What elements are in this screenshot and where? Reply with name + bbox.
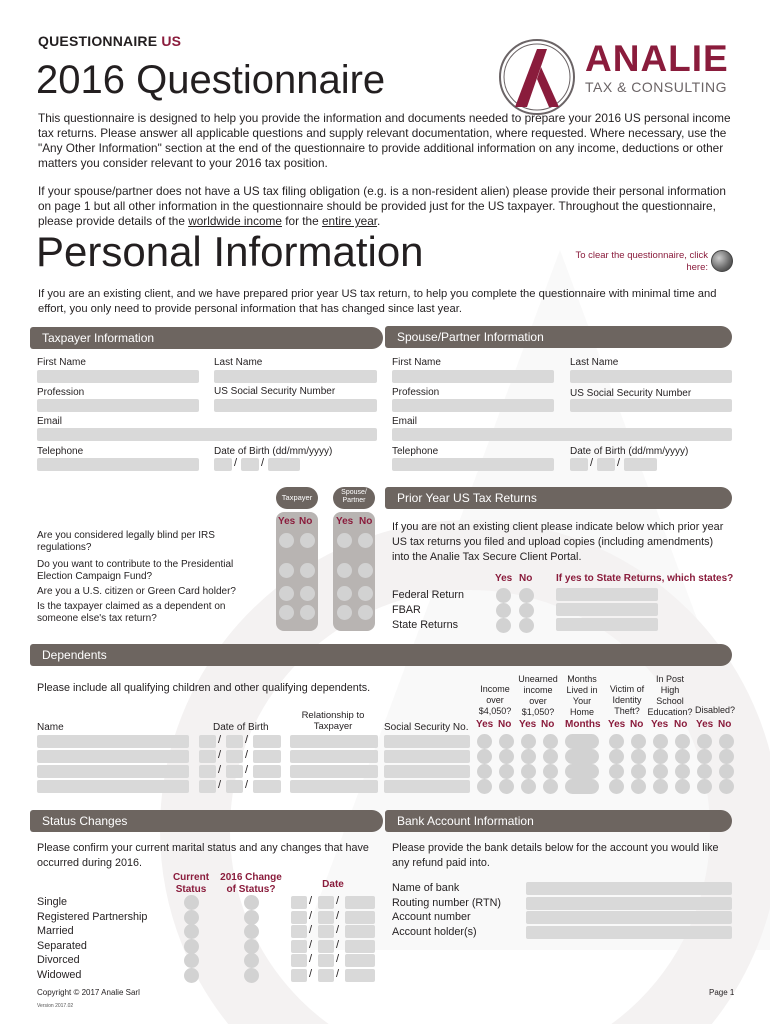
status-3-date-year[interactable] [345, 925, 375, 938]
q4-taxpayer-yes-radio[interactable] [279, 605, 294, 620]
dependent-1-radio-10[interactable] [719, 734, 734, 749]
prior-fbar-yes-radio[interactable] [496, 603, 511, 618]
dependent-3-months-input[interactable] [565, 764, 599, 779]
status-3-date-month[interactable] [318, 925, 334, 938]
spouse-profession-input[interactable] [392, 399, 554, 412]
question-election-fund: Do you want to contribute to the Presidential Election Campaign Fund? [37, 559, 234, 582]
dependents-bar: Dependents [30, 644, 732, 666]
date-slash: / [336, 968, 340, 980]
clear-button[interactable] [711, 250, 733, 272]
taxpayer-telephone-input[interactable] [37, 458, 199, 471]
prior-state-input-3[interactable] [556, 618, 658, 631]
spouse-telephone-input[interactable] [392, 458, 554, 471]
dependent-4-radio-6[interactable] [631, 779, 646, 794]
date-slash: / [309, 953, 313, 966]
prior-year-bar: Prior Year US Tax Returns [385, 487, 732, 509]
dependent-3-radio-9[interactable] [697, 764, 712, 779]
taxpayer-info-bar: Taxpayer Information [30, 327, 383, 349]
status-1-date-day[interactable] [291, 896, 307, 909]
q3-taxpayer-yes-radio[interactable] [279, 586, 294, 601]
intro-underline-year: entire year [321, 214, 378, 228]
q2-taxpayer-no-radio[interactable] [300, 563, 315, 578]
dependent-3-radio-6[interactable] [631, 764, 646, 779]
bank-row-input-3[interactable] [526, 911, 732, 924]
dependent-3-radio-3[interactable] [521, 764, 536, 779]
taxpayer-dob-month[interactable] [241, 458, 259, 471]
dependent-2-radio-8[interactable] [675, 749, 690, 764]
dependent-4-relationship-input[interactable] [290, 780, 378, 793]
status-5-current-radio[interactable] [184, 953, 199, 968]
dependent-4-radio-2[interactable] [499, 779, 514, 794]
dependent-4-radio-3[interactable] [521, 779, 536, 794]
eyebrow-us: US [161, 33, 182, 49]
spouse-telephone-label: Telephone [392, 446, 439, 457]
status-4-date-day[interactable] [291, 940, 307, 953]
dependent-1-name-input[interactable] [37, 735, 189, 748]
spouse-dob-month[interactable] [597, 458, 615, 471]
status-3-current-radio[interactable] [184, 924, 199, 939]
dependent-4-months-input[interactable] [565, 779, 599, 794]
dependent-2-radio-7[interactable] [653, 749, 668, 764]
date-slash: / [336, 938, 340, 951]
status-1-date-year[interactable] [345, 896, 375, 909]
taxpayer-email-input[interactable] [37, 428, 377, 441]
status-date-header: Date [322, 879, 344, 890]
spouse-first-name-input[interactable] [392, 370, 554, 383]
q1-spouse-no-radio[interactable] [358, 533, 373, 548]
page-title: 2016 Questionnaire [36, 58, 386, 102]
spouse-last-name-input[interactable] [570, 370, 732, 383]
intro-paragraph-2 [38, 184, 738, 229]
status-row-widowed: Widowed [37, 969, 82, 981]
status-4-date-year[interactable] [345, 940, 375, 953]
taxpayer-dob-day[interactable] [214, 458, 232, 471]
dependent-4-dob-day[interactable] [199, 780, 216, 793]
status-2-date-year[interactable] [345, 911, 375, 924]
footer-page: Page 1 [709, 988, 735, 997]
taxpayer-yes-label: Yes [278, 516, 296, 527]
date-slash: / [336, 924, 340, 937]
date-slash: / [245, 764, 249, 776]
status-description: Please confirm your current marital status and any changes that have occurred during 2016. [37, 842, 369, 869]
bank-row-label-3: Account number [392, 911, 471, 924]
dependent-2-radio-2[interactable] [499, 749, 514, 764]
dependent-4-radio-5[interactable] [609, 779, 624, 794]
bank-account-bar: Bank Account Information [385, 810, 732, 832]
spouse-last-name-label: Last Name [570, 357, 619, 368]
dependent-4-radio-7[interactable] [653, 779, 668, 794]
spouse-email-label: Email [392, 416, 418, 427]
status-6-date-month[interactable] [318, 969, 334, 982]
dependent-2-radio-10[interactable] [719, 749, 734, 764]
date-slash: / [245, 734, 249, 746]
prior-year-description: If you are not an existing client please indicate below which prior year US tax returns you filed and upload copies (including amendments) into the Analie Tax Secure Client Portal. [392, 521, 724, 563]
taxpayer-last-name-label: Last Name [214, 357, 263, 368]
prior-federal-yes-radio[interactable] [496, 588, 511, 603]
status-row-registered-partnership: Registered Partnership [37, 910, 148, 923]
dependent-4-radio-9[interactable] [697, 779, 712, 794]
date-slash: / [336, 895, 340, 907]
bank-row-input-4[interactable] [526, 926, 732, 939]
dependents-no-label: No [718, 719, 732, 730]
date-slash: / [245, 779, 249, 791]
taxpayer-dob-year[interactable] [268, 458, 300, 471]
status-5-date-day[interactable] [291, 954, 307, 967]
dependent-1-radio-3[interactable] [521, 734, 536, 749]
status-5-date-year[interactable] [345, 954, 375, 967]
prior-row-fbar: FBAR [392, 604, 421, 616]
dependent-3-ssn-input[interactable] [384, 765, 470, 778]
q2-spouse-no-radio[interactable] [358, 563, 373, 578]
status-6-change-radio[interactable] [244, 968, 259, 983]
clear-instruction: To clear the questionnaire, click here: [575, 250, 708, 273]
status-2-change-radio[interactable] [244, 910, 259, 925]
prior-state-no-radio[interactable] [519, 618, 534, 633]
dependent-2-dob-year[interactable] [253, 750, 281, 763]
date-slash: / [234, 457, 238, 469]
taxpayer-telephone-label: Telephone [37, 446, 84, 457]
q1-taxpayer-no-radio[interactable] [300, 533, 315, 548]
intro-text: . [377, 214, 381, 228]
prior-state-question: If yes to State Returns, which states? [556, 573, 734, 584]
dependents-income-header: Income over $4,050? [478, 684, 512, 716]
q3-spouse-yes-radio[interactable] [337, 586, 352, 601]
spouse-info-bar: Spouse/Partner Information [385, 326, 732, 348]
dependents-yes-label: Yes [696, 719, 714, 730]
dependent-1-dob-day[interactable] [199, 735, 216, 748]
prior-row-federal: Federal Return [392, 589, 465, 601]
dependents-relationship-header: Relationship to Taxpayer [301, 710, 365, 732]
dependent-1-dob-year[interactable] [253, 735, 281, 748]
q2-taxpayer-yes-radio[interactable] [279, 563, 294, 578]
dependent-2-months-input[interactable] [565, 749, 599, 764]
prior-state-input-1[interactable] [556, 588, 658, 601]
dependents-months-label: Months [565, 719, 601, 730]
dependent-3-name-input[interactable] [37, 765, 189, 778]
personal-description: If you are an existing client, and we have prepared prior year US tax return, to help you complete the questionnaire with minimal time and effort, you only need to provide personal information that has changed since last year. [38, 288, 717, 315]
logo-name: ANALIE [585, 38, 729, 79]
date-slash: / [261, 457, 265, 469]
taxpayer-email-label: Email [37, 416, 63, 427]
status-1-current-radio[interactable] [184, 895, 199, 910]
date-slash: / [617, 457, 621, 469]
dependent-1-radio-8[interactable] [675, 734, 690, 749]
status-row-married: Married [37, 925, 74, 938]
dependent-4-radio-4[interactable] [543, 779, 558, 794]
dependent-4-radio-10[interactable] [719, 779, 734, 794]
date-slash: / [309, 968, 313, 980]
taxpayer-dob-label: Date of Birth (dd/mm/yyyy) [214, 446, 333, 457]
taxpayer-profession-label: Profession [37, 387, 85, 398]
date-slash: / [245, 749, 249, 761]
q2-spouse-yes-radio[interactable] [337, 563, 352, 578]
footer-version: Version 2017.02 [37, 1003, 74, 1009]
dependent-3-radio-4[interactable] [543, 764, 558, 779]
bank-row-label-1: Name of bank [392, 882, 460, 894]
q1-taxpayer-yes-radio[interactable] [279, 533, 294, 548]
footer-copyright: Copyright © 2017 Analie Sarl [37, 988, 140, 997]
dependent-4-ssn-input[interactable] [384, 780, 470, 793]
q4-spouse-yes-radio[interactable] [337, 605, 352, 620]
eyebrow-text: QUESTIONNAIRE [38, 33, 158, 49]
dependent-3-radio-5[interactable] [609, 764, 624, 779]
dependents-description: Please include all qualifying children and other qualifying dependents. [37, 682, 371, 694]
dependents-yes-label: Yes [608, 719, 626, 730]
bank-row-input-2[interactable] [526, 897, 732, 910]
taxpayer-no-label: No [299, 516, 313, 527]
status-6-date-day[interactable] [291, 969, 307, 982]
status-current-header: Current Status [172, 872, 210, 895]
dependent-1-relationship-input[interactable] [290, 735, 378, 748]
date-slash: / [309, 909, 313, 922]
dependent-1-radio-5[interactable] [609, 734, 624, 749]
q4-spouse-no-radio[interactable] [358, 605, 373, 620]
question-citizen: Are you a U.S. citizen or Green Card holder? [37, 586, 236, 597]
dependent-2-ssn-input[interactable] [384, 750, 470, 763]
status-6-current-radio[interactable] [184, 968, 199, 983]
prior-yes-label: Yes [495, 573, 513, 584]
dependents-ssn-header: Social Security No. [384, 722, 469, 733]
dependent-2-radio-5[interactable] [609, 749, 624, 764]
spouse-column-header: Spouse/ Partner [333, 487, 375, 509]
dependent-3-radio-2[interactable] [499, 764, 514, 779]
eyebrow [38, 33, 181, 49]
dependent-2-dob-month[interactable] [226, 750, 243, 763]
date-slash: / [590, 457, 594, 469]
dependent-3-radio-10[interactable] [719, 764, 734, 779]
spouse-ssn-input[interactable] [570, 399, 732, 412]
date-slash: / [309, 924, 313, 937]
date-slash: / [309, 895, 313, 907]
dependent-3-relationship-input[interactable] [290, 765, 378, 778]
dependents-no-label: No [498, 719, 512, 730]
status-2-date-month[interactable] [318, 911, 334, 924]
question-dependent: Is the taxpayer claimed as a dependent on someone else's tax return? [37, 601, 226, 624]
status-row-single: Single [37, 896, 68, 908]
date-slash: / [218, 764, 222, 776]
dependent-4-radio-1[interactable] [477, 779, 492, 794]
dependents-yes-label: Yes [519, 719, 537, 730]
prior-federal-no-radio[interactable] [519, 588, 534, 603]
bank-description: Please provide the bank details below for the account you would like any refund paid into. [392, 842, 719, 869]
spouse-yes-label: Yes [336, 516, 354, 527]
prior-state-yes-radio[interactable] [496, 618, 511, 633]
intro-text: If your spouse/partner does not have a US tax filing obligation (e.g. is a non-resident alien) please provide their personal information on page 1 but all other information in the questionnaire should be provided just for the US taxpayer. Throughout the questionnaire, please provide details of the [38, 184, 726, 228]
status-2-date-day[interactable] [291, 911, 307, 924]
spouse-dob-year[interactable] [624, 458, 657, 471]
dependent-1-ssn-input[interactable] [384, 735, 470, 748]
status-3-change-radio[interactable] [244, 924, 259, 939]
q4-taxpayer-no-radio[interactable] [300, 605, 315, 620]
spouse-email-input[interactable] [392, 428, 732, 441]
spouse-no-label: No [359, 516, 373, 527]
dependent-3-dob-month[interactable] [226, 765, 243, 778]
status-row-separated: Separated [37, 939, 87, 952]
dependent-2-radio-9[interactable] [697, 749, 712, 764]
dependent-3-dob-year[interactable] [253, 765, 281, 778]
prior-fbar-no-radio[interactable] [519, 603, 534, 618]
intro-text: for the [281, 214, 322, 228]
spouse-ssn-label: US Social Security Number [570, 388, 692, 399]
dependent-4-radio-8[interactable] [675, 779, 690, 794]
taxpayer-profession-input[interactable] [37, 399, 199, 412]
dependents-months-header: Months Lived in Your Home [566, 674, 598, 717]
status-1-change-radio[interactable] [244, 895, 259, 910]
dependent-1-radio-6[interactable] [631, 734, 646, 749]
intro-paragraph-1: This questionnaire is designed to help you provide the information and documents needed to prepare your 2016 US personal income tax returns. Please answer all applicable questions and supply relevant documentation, where requested. Where necessary, use the "Any Other Information" section at the end of the questionnaire to provide additional information on any income, deductions or other matters you consider relevant to your 2016 tax position. [38, 111, 731, 170]
dependents-disabled-header: Disabled? [694, 705, 736, 715]
status-1-date-month[interactable] [318, 896, 334, 909]
spouse-dob-day[interactable] [570, 458, 588, 471]
status-change-header: 2016 Change of Status? [220, 872, 282, 895]
taxpayer-column-header: Taxpayer [276, 487, 318, 509]
date-slash: / [218, 749, 222, 761]
taxpayer-last-name-input[interactable] [214, 370, 377, 383]
intro-underline-worldwide: worldwide income [188, 214, 282, 228]
dependent-1-radio-4[interactable] [543, 734, 558, 749]
dependents-dob-header: Date of Birth [213, 722, 269, 733]
status-2-current-radio[interactable] [184, 910, 199, 925]
dependent-2-radio-3[interactable] [521, 749, 536, 764]
date-slash: / [309, 938, 313, 951]
status-3-date-day[interactable] [291, 925, 307, 938]
spouse-dob-label: Date of Birth (dd/mm/yyyy) [570, 446, 689, 457]
dependent-2-name-input[interactable] [37, 750, 189, 763]
status-4-date-month[interactable] [318, 940, 334, 953]
dependent-4-dob-year[interactable] [253, 780, 281, 793]
dependent-2-radio-4[interactable] [543, 749, 558, 764]
dependent-2-dob-day[interactable] [199, 750, 216, 763]
dependent-1-months-input[interactable] [565, 734, 599, 749]
date-slash: / [336, 909, 340, 922]
dependents-no-label: No [674, 719, 688, 730]
dependent-1-radio-2[interactable] [499, 734, 514, 749]
q3-taxpayer-no-radio[interactable] [300, 586, 315, 601]
dependent-4-name-input[interactable] [37, 780, 189, 793]
dependent-2-relationship-input[interactable] [290, 750, 378, 763]
dependent-3-dob-day[interactable] [199, 765, 216, 778]
bank-row-label-4: Account holder(s) [392, 925, 477, 938]
status-6-date-year[interactable] [345, 969, 375, 982]
dependent-1-radio-7[interactable] [653, 734, 668, 749]
prior-row-state: State Returns [392, 619, 459, 631]
q1-spouse-yes-radio[interactable] [337, 533, 352, 548]
dependents-yes-label: Yes [476, 719, 494, 730]
taxpayer-ssn-input[interactable] [214, 399, 377, 412]
dependents-unearned-header: Unearned income over $1,050? [518, 674, 558, 717]
dependent-2-radio-6[interactable] [631, 749, 646, 764]
dependents-school-header: In Post High School Education? [647, 674, 693, 717]
dependents-no-label: No [630, 719, 644, 730]
taxpayer-first-name-input[interactable] [37, 370, 199, 383]
logo-subtitle: TAX & CONSULTING [585, 79, 728, 95]
status-4-change-radio[interactable] [244, 939, 259, 954]
date-slash: / [218, 734, 222, 746]
bank-row-input-1[interactable] [526, 882, 732, 895]
q3-spouse-no-radio[interactable] [358, 586, 373, 601]
date-slash: / [336, 953, 340, 966]
dependent-3-radio-1[interactable] [477, 764, 492, 779]
dependent-3-radio-7[interactable] [653, 764, 668, 779]
spouse-profession-label: Profession [392, 387, 440, 398]
dependents-no-label: No [541, 719, 555, 730]
dependents-name-header: Name [37, 722, 64, 733]
prior-no-label: No [519, 573, 533, 584]
status-5-date-month[interactable] [318, 954, 334, 967]
dependents-yes-label: Yes [651, 719, 669, 730]
dependent-2-radio-1[interactable] [477, 749, 492, 764]
taxpayer-first-name-label: First Name [37, 357, 86, 368]
section-title-personal: Personal Information [36, 228, 424, 275]
dependent-4-dob-month[interactable] [226, 780, 243, 793]
dependents-victim-header: Victim of Identity Theft? [609, 684, 645, 716]
question-blind: Are you considered legally blind per IRS regulations? [37, 530, 215, 553]
taxpayer-ssn-label: US Social Security Number [214, 386, 336, 397]
dependent-3-radio-8[interactable] [675, 764, 690, 779]
dependent-1-radio-1[interactable] [477, 734, 492, 749]
dependent-1-dob-month[interactable] [226, 735, 243, 748]
status-4-current-radio[interactable] [184, 939, 199, 954]
status-changes-bar: Status Changes [30, 810, 383, 832]
date-slash: / [218, 779, 222, 791]
status-row-divorced: Divorced [37, 954, 80, 967]
spouse-first-name-label: First Name [392, 357, 441, 368]
prior-state-input-2[interactable] [556, 603, 658, 616]
dependent-1-radio-9[interactable] [697, 734, 712, 749]
logo-icon [497, 37, 577, 117]
status-5-change-radio[interactable] [244, 953, 259, 968]
bank-row-label-2: Routing number (RTN) [392, 896, 502, 909]
